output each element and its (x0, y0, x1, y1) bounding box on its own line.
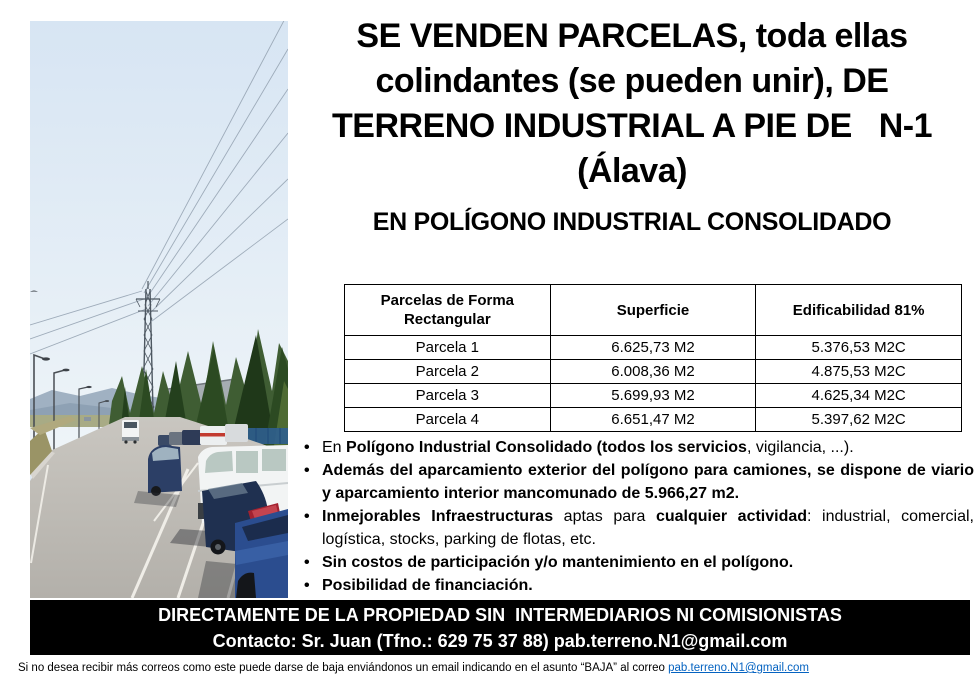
table-cell: 6.625,73 M2 (550, 336, 756, 360)
unsubscribe-email-link[interactable]: pab.terreno.N1@gmail.com (668, 662, 809, 674)
feature-text: aptas para (553, 508, 656, 525)
banner-contact: Contacto: Sr. Juan (Tfno.: 629 75 37 88) pab.terreno.N1@gmail.com (212, 630, 788, 651)
unsubscribe-text: Si no desea recibir más correos como este puede darse de baja enviándonos un email indicando en el asunto “BAJA” al correo (18, 662, 669, 674)
feature-item (298, 459, 974, 505)
feature-text: Sin costos de participación y/o mantenimiento en el polígono. (322, 554, 794, 571)
feature-text: Posibilidad de financiación. (322, 577, 533, 594)
feature-item (298, 505, 974, 551)
truck (122, 420, 139, 444)
page-title-line: (Álava) (577, 152, 687, 190)
table-cell: Parcela 3 (345, 384, 551, 408)
unsubscribe-footer (18, 661, 968, 676)
table-cell: 5.699,93 M2 (550, 384, 756, 408)
street-photo-illustration (30, 21, 288, 598)
table-cell: 6.651,47 M2 (550, 408, 756, 432)
column-header: Parcelas de Forma Rectangular (345, 285, 551, 336)
title-block (288, 14, 976, 237)
feature-text: En (322, 439, 347, 456)
feature-text: Además del aparcamiento exterior del polígono para camiones, se dispone de viario y aparcamiento interior mancomunado de 5.966,27 m2. (322, 462, 974, 502)
features-list (298, 436, 974, 597)
subtitle: EN POLÍGONO INDUSTRIAL CONSOLIDADO (372, 208, 892, 236)
feature-text: : industrial, comercial, logística, stocks, parking de flotas, etc. (322, 508, 974, 548)
table-cell: Parcela 1 (345, 336, 551, 360)
table-cell: 6.008,36 M2 (550, 360, 756, 384)
table-row (345, 360, 962, 384)
table-cell: 4.625,34 M2C (756, 384, 962, 408)
property-photo (30, 21, 288, 598)
hatchback (148, 445, 182, 496)
feature-text: Polígono Industrial Consolidado (todos los servicios (346, 439, 747, 456)
table-cell: 5.397,62 M2C (756, 408, 962, 432)
feature-item (298, 574, 974, 597)
banner-headline: DIRECTAMENTE DE LA PROPIEDAD SIN INTERMEDIARIOS NI COMISIONISTAS (158, 604, 842, 625)
page-title-line: SE VENDEN PARCELAS, toda ellas (356, 17, 908, 55)
parcels-table (344, 284, 962, 432)
table-row (345, 336, 962, 360)
feature-item (298, 551, 974, 574)
table-cell: Parcela 2 (345, 360, 551, 384)
page-title-line: TERRENO INDUSTRIAL A PIE DE N-1 (332, 107, 932, 145)
column-header: Edificabilidad 81% (756, 285, 962, 336)
table-cell: 4.875,53 M2C (756, 360, 962, 384)
feature-text: Inmejorables Infraestructuras (322, 508, 554, 525)
table-row (345, 408, 962, 432)
table-cell: 5.376,53 M2C (756, 336, 962, 360)
table-cell: Parcela 4 (345, 408, 551, 432)
table-header-row (345, 285, 962, 336)
table-row (345, 384, 962, 408)
feature-text: cualquier actividad (655, 508, 808, 525)
column-header: Superficie (550, 285, 756, 336)
contact-banner (30, 600, 970, 655)
page-title-line: colindantes (se pueden unir), DE (375, 62, 889, 100)
feature-item (298, 436, 974, 459)
feature-text: , vigilancia, ...). (746, 439, 854, 456)
